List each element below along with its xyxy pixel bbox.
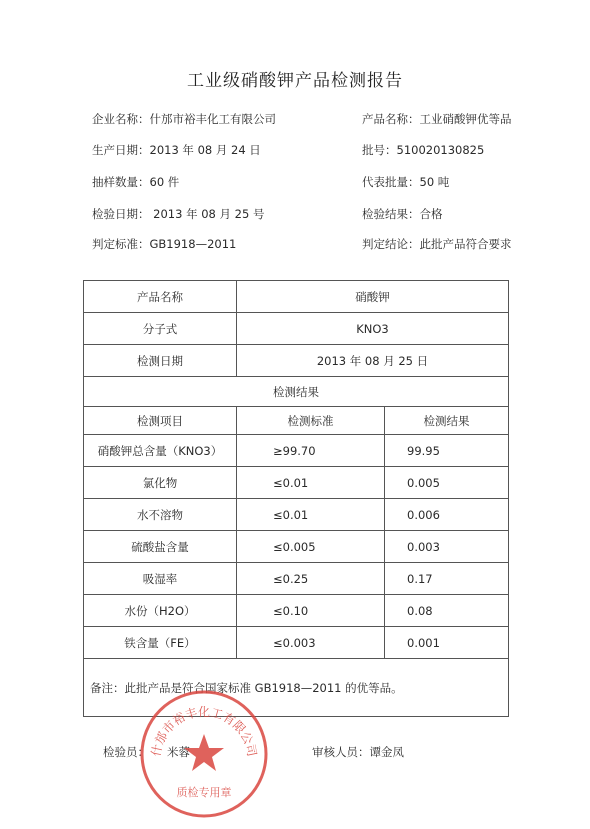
date-value-cell: 2013 年 08 月 25 日 [237, 345, 509, 377]
product-label-cell: 产品名称 [84, 281, 237, 313]
table-row [84, 313, 509, 345]
product-name: 产品名称：工业硝酸钾优等品 [362, 112, 512, 126]
table-header-row [84, 407, 509, 435]
standard-cell: ≥99.70 [237, 435, 385, 467]
item-cell: 吸湿率 [84, 563, 237, 595]
test-date: 检验日期： 2013 年 08 月 25 号 [92, 207, 265, 221]
sample-quantity: 抽样数量：60 件 [92, 175, 180, 189]
result-cell: 0.08 [385, 595, 509, 627]
result-cell: 99.95 [385, 435, 509, 467]
standard-cell: ≤0.005 [237, 531, 385, 563]
item-cell: 硫酸盐含量 [84, 531, 237, 563]
judgement-conclusion: 判定结论：此批产品符合要求 [362, 237, 512, 251]
standard-cell: ≤0.25 [237, 563, 385, 595]
judgement-standard: 判定标准：GB1918—2011 [92, 237, 237, 251]
table-row [84, 595, 509, 627]
formula-label-cell: 分子式 [84, 313, 237, 345]
column-header: 检测标准 [237, 407, 385, 435]
company-name: 企业名称：什邡市裕丰化工有限公司 [92, 112, 276, 126]
table-row [84, 531, 509, 563]
result-cell: 0.001 [385, 627, 509, 659]
table-row [84, 627, 509, 659]
column-header: 检测项目 [84, 407, 237, 435]
table-row [84, 499, 509, 531]
inspector-label-text: 检验员： [103, 745, 149, 759]
production-date: 生产日期：2013 年 08 月 24 日 [92, 143, 261, 157]
document-title: 工业级硝酸钾产品检测报告 [187, 71, 403, 91]
standard-cell: ≤0.10 [237, 595, 385, 627]
company-seal [138, 688, 270, 820]
item-cell: 铁含量（FE） [84, 627, 237, 659]
item-cell: 氯化物 [84, 467, 237, 499]
result-cell: 0.005 [385, 467, 509, 499]
table-row [84, 345, 509, 377]
item-cell: 硝酸钾总含量（KNO3） [84, 435, 237, 467]
table-row [84, 435, 509, 467]
standard-cell: ≤0.01 [237, 467, 385, 499]
table-row [84, 563, 509, 595]
inspection-table [83, 280, 509, 717]
formula-value-cell: KNO3 [237, 313, 509, 345]
results-header-cell: 检测结果 [84, 377, 509, 407]
result-cell: 0.17 [385, 563, 509, 595]
item-cell: 水不溶物 [84, 499, 237, 531]
table-row [84, 377, 509, 407]
batch-quantity: 代表批量：50 吨 [362, 175, 450, 189]
seal-bottom-text: 质检专用章 [176, 786, 232, 799]
standard-cell: ≤0.003 [237, 627, 385, 659]
date-label-cell: 检测日期 [84, 345, 237, 377]
column-header: 检测结果 [385, 407, 509, 435]
batch-number: 批号：510020130825 [362, 143, 485, 157]
product-value-cell: 硝酸钾 [237, 281, 509, 313]
test-result: 检验结果：合格 [362, 207, 443, 221]
item-cell: 水份（H2O） [84, 595, 237, 627]
remark-text: 备注：此批产品是符合国家标准 GB1918—2011 的优等品。 [90, 681, 403, 695]
table-row [84, 467, 509, 499]
table-row [84, 281, 509, 313]
standard-cell: ≤0.01 [237, 499, 385, 531]
result-cell: 0.006 [385, 499, 509, 531]
result-cell: 0.003 [385, 531, 509, 563]
seal-arc-text: 什邡市裕丰化工有限公司 [148, 705, 260, 758]
reviewer-label: 审核人员：谭金凤 [312, 745, 404, 759]
inspector-signature: 米蓉 [167, 745, 190, 759]
